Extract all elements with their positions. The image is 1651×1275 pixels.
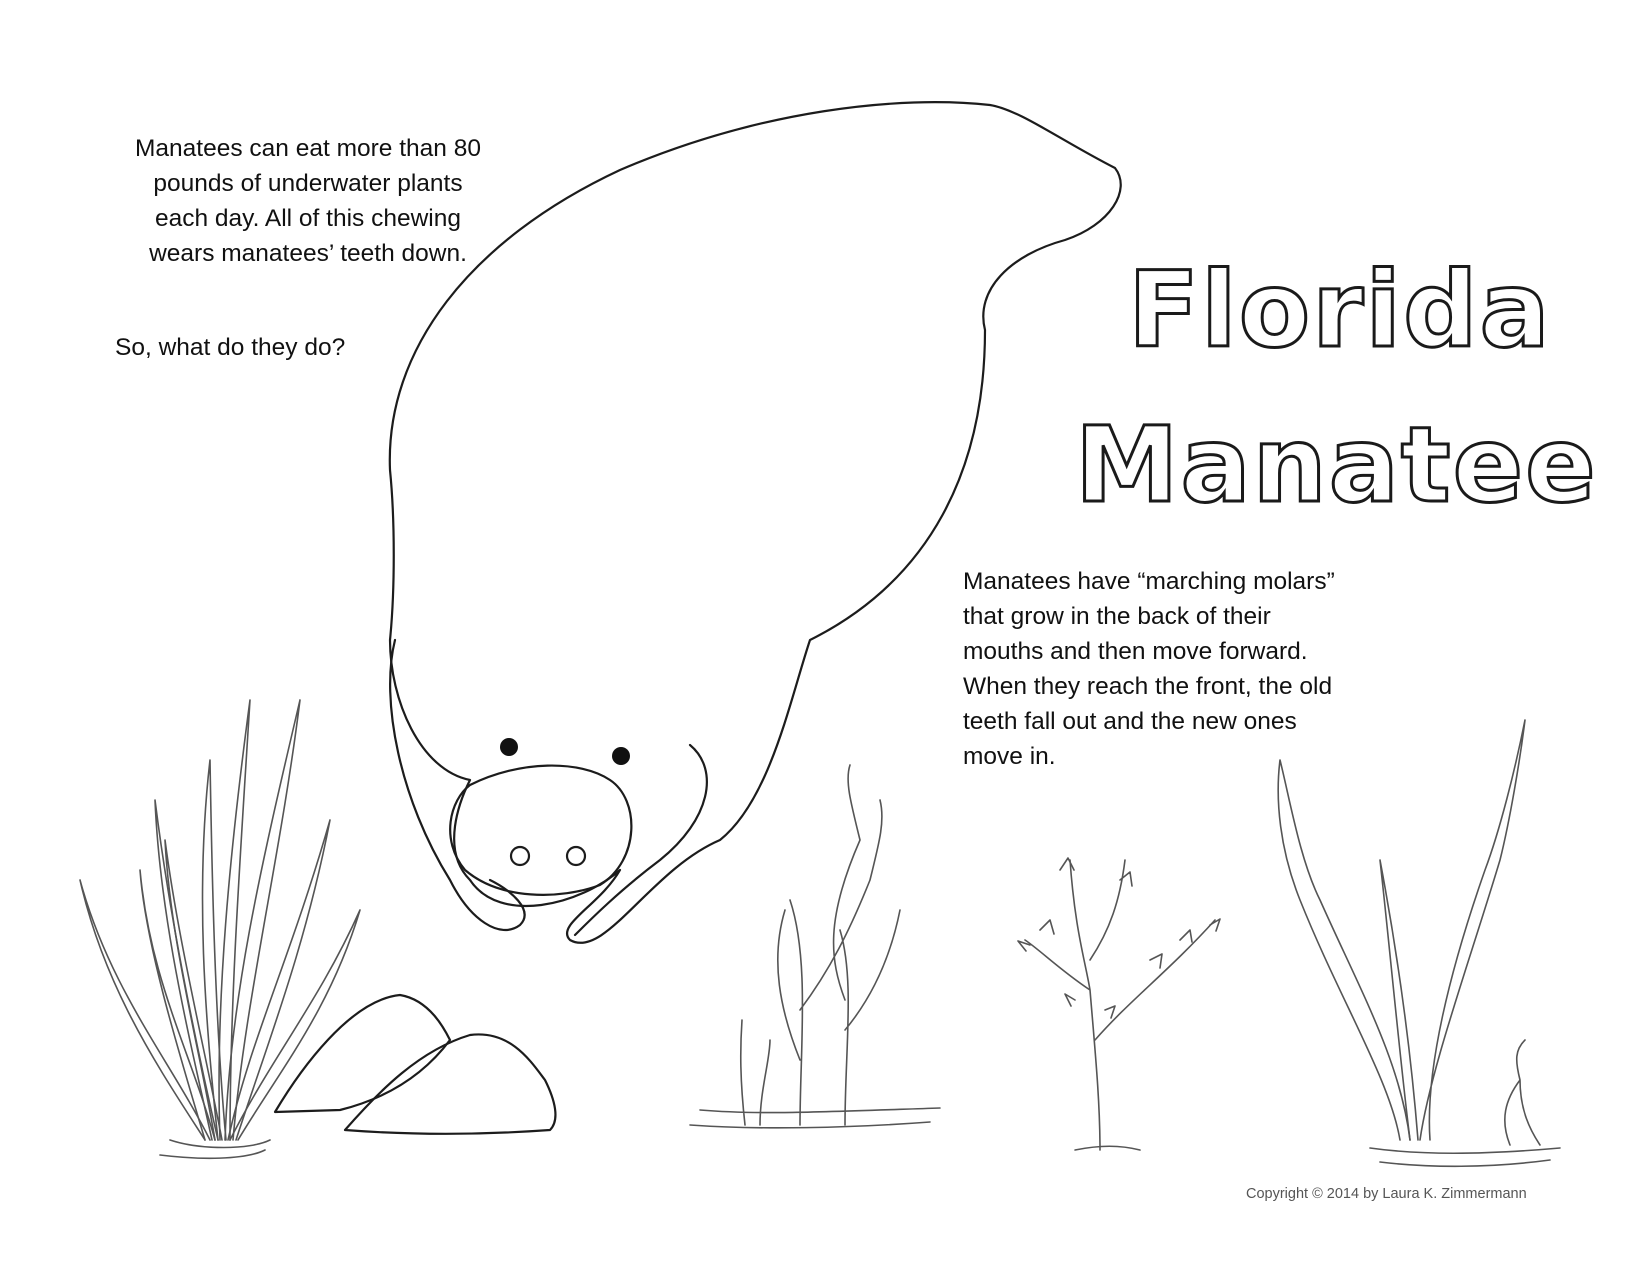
question-text: So, what do they do? [115, 334, 346, 361]
bushy-plant [1018, 858, 1220, 1150]
manatee-drawing [390, 102, 1121, 943]
fact-eating-text: Manatees can eat more than 80 pounds of underwater plants each day. All of this chewing wears manatees’ teeth down. [135, 135, 481, 267]
manatee-snout [450, 766, 631, 895]
eelgrass-right [1278, 720, 1560, 1166]
manatee-right-nostril [567, 847, 585, 865]
manatee-left-nostril [511, 847, 529, 865]
manatee-right-eye [612, 747, 630, 765]
branching-plant [690, 765, 940, 1128]
copyright-notice: Copyright © 2014 by Laura K. Zimmermann [1246, 1186, 1527, 1202]
manatee-left-eye [500, 738, 518, 756]
seagrass-left [80, 700, 360, 1158]
fact-molars-text: Manatees have “marching molars” that grow in the back of their mouths and then move forward. When they reach the front, the old teeth fall out and the new ones move in. [963, 568, 1335, 770]
manatee-right-flipper [575, 745, 707, 935]
title-line-manatee: Manatee [1075, 404, 1598, 526]
manatee-body-outline [390, 102, 1121, 943]
manatee-left-flipper [390, 640, 524, 930]
title-line-florida: Florida [1128, 249, 1552, 371]
rocks [275, 995, 555, 1134]
